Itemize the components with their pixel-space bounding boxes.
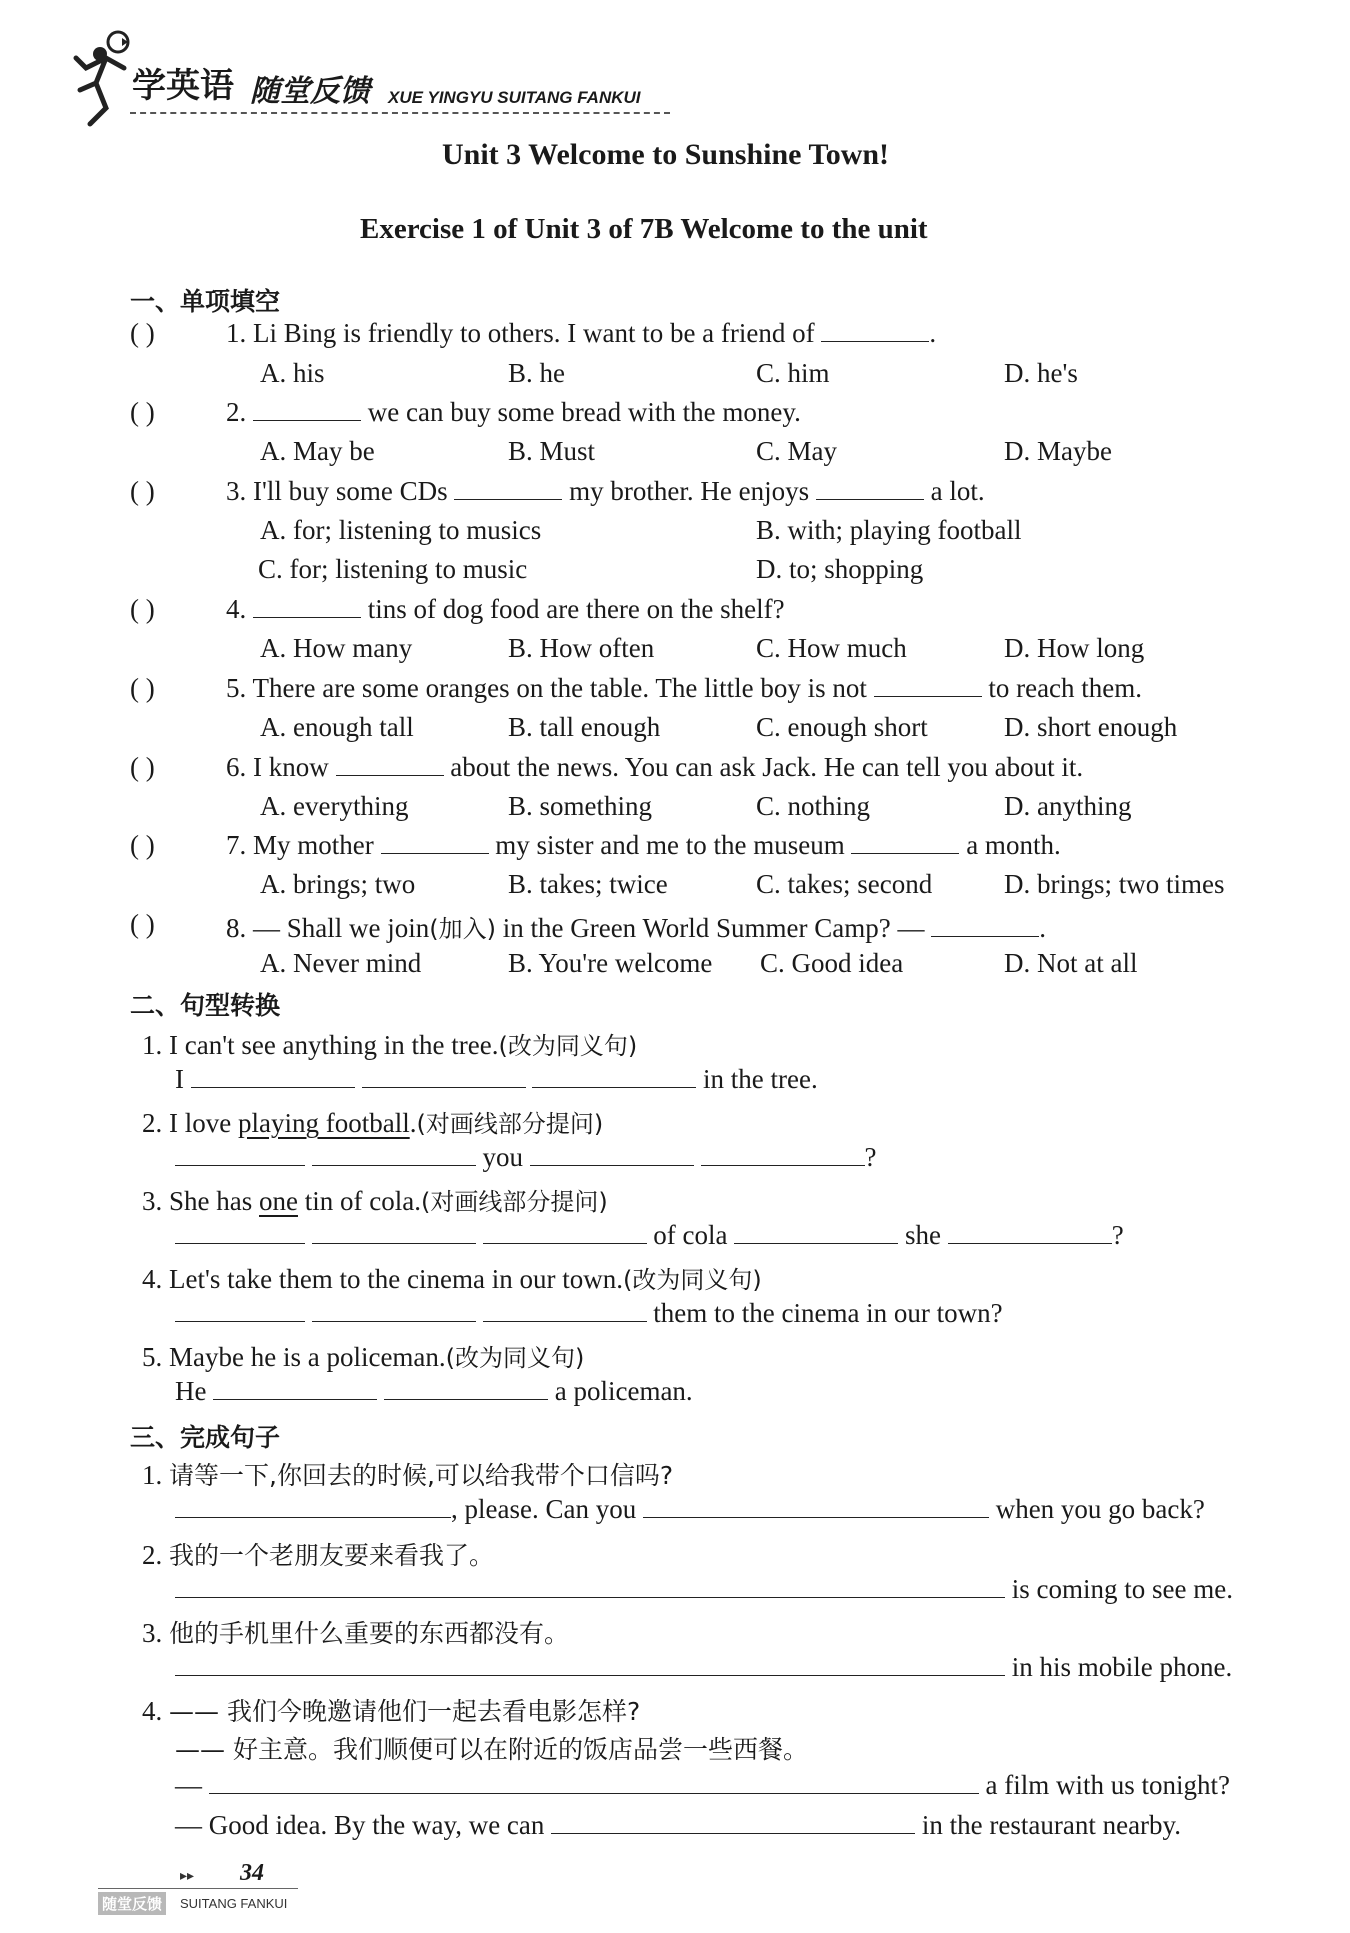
translate-answer-1: , please. Can you when you go back? — [175, 1494, 1205, 1525]
option-b[interactable]: B. with; playing football — [756, 515, 1022, 545]
answer-blank[interactable] — [209, 1771, 979, 1794]
translate-answer-4b: — Good idea. By the way, we can in the restaurant nearby. — [175, 1810, 1182, 1840]
underlined-word: one — [259, 1186, 298, 1216]
option-d[interactable]: D. Maybe — [1004, 436, 1112, 466]
option-b[interactable]: B. You're welcome — [508, 948, 713, 978]
answer-blank[interactable] — [175, 1653, 1005, 1676]
question-number: 7. — [226, 830, 247, 860]
rewrite-question-2: 2. I love playing football.(对画线部分提问) — [142, 1108, 604, 1138]
option-a[interactable]: A. brings; two — [260, 869, 416, 899]
rewrite-question-3: 3. She has one tin of cola.(对画线部分提问) — [142, 1186, 608, 1216]
answer-blank[interactable] — [381, 831, 489, 854]
answer-blank[interactable] — [253, 398, 361, 421]
rewrite-answer-3: of cola she ? — [175, 1220, 1124, 1251]
option-c[interactable]: C. How much — [756, 633, 907, 663]
translate-question-1: 1. 请等一下,你回去的时候,可以给我带个口信吗? — [142, 1460, 674, 1490]
question-6: 6. I know about the news. You can ask Jack. He can tell you about it. — [226, 752, 1084, 782]
rewrite-answer-5: He a policeman. — [175, 1376, 693, 1406]
footer-divider — [98, 1888, 298, 1889]
section2-title: 二、句型转换 — [130, 991, 281, 1020]
question-number: 4. — [226, 594, 247, 624]
answer-blank[interactable] — [175, 1299, 305, 1322]
option-a[interactable]: A. enough tall — [260, 712, 414, 742]
option-b[interactable]: B. takes; twice — [508, 869, 668, 899]
rewrite-question-4: 4. Let's take them to the cinema in our town.(改为同义句) — [142, 1264, 762, 1294]
footer-badge: 随堂反馈 — [98, 1892, 166, 1915]
answer-paren: ( ) — [130, 318, 155, 348]
footer-pinyin: SUITANG FANKUI — [180, 1896, 288, 1911]
rewrite-question-5: 5. Maybe he is a policeman.(改为同义句) — [142, 1342, 585, 1372]
answer-blank[interactable] — [948, 1221, 1112, 1244]
answer-blank[interactable] — [213, 1377, 377, 1400]
question-number: 1. — [226, 318, 247, 348]
logo-title-2: 随堂反馈 — [250, 74, 370, 109]
answer-blank[interactable] — [851, 831, 959, 854]
answer-paren: ( ) — [130, 594, 155, 624]
option-a[interactable]: A. Never mind — [260, 948, 422, 978]
answer-blank[interactable] — [312, 1221, 476, 1244]
answer-blank[interactable] — [816, 477, 924, 500]
option-b[interactable]: B. something — [508, 791, 653, 821]
answer-paren: ( ) — [130, 476, 155, 506]
question-stem: There are some oranges on the table. The little boy is not — [252, 673, 867, 703]
unit-title: Unit 3 Welcome to Sunshine Town! — [442, 138, 890, 171]
answer-blank[interactable] — [734, 1221, 898, 1244]
answer-blank[interactable] — [175, 1143, 305, 1166]
answer-blank[interactable] — [384, 1377, 548, 1400]
option-b[interactable]: B. he — [508, 358, 565, 388]
answer-blank[interactable] — [701, 1143, 865, 1166]
question-stem: I know — [253, 752, 329, 782]
logo-pinyin: XUE YINGYU SUITANG FANKUI — [388, 88, 641, 107]
answer-blank[interactable] — [874, 674, 982, 697]
option-a[interactable]: A. everything — [260, 791, 409, 821]
answer-paren: ( ) — [130, 397, 155, 427]
option-b[interactable]: B. tall enough — [508, 712, 661, 742]
question-number: 5. — [226, 673, 247, 703]
translate-question-4: 4. —— 我们今晚邀请他们一起去看电影怎样? — [142, 1696, 641, 1726]
answer-blank[interactable] — [551, 1811, 915, 1834]
underlined-phrase: playing football — [237, 1108, 410, 1138]
question-1: 1. Li Bing is friendly to others. I want to be a friend of . — [226, 318, 937, 348]
option-a[interactable]: A. his — [260, 358, 325, 388]
option-c[interactable]: C. takes; second — [756, 869, 933, 899]
question-2 — [226, 397, 801, 428]
option-c[interactable]: C. May — [756, 436, 837, 466]
question-stem: — Shall we join — [253, 913, 430, 943]
question-7: 7. My mother my sister and me to the museum a month. — [226, 830, 1061, 860]
option-c[interactable]: C. enough short — [756, 712, 928, 742]
option-b[interactable]: B. Must — [508, 436, 596, 466]
question-stem: tins of dog food are there on the shelf? — [367, 594, 785, 624]
question-number: 8. — [226, 913, 247, 943]
answer-blank[interactable] — [336, 753, 444, 776]
option-a[interactable]: A. May be — [260, 436, 375, 466]
question-stem: I'll buy some CDs — [253, 476, 448, 506]
answer-blank[interactable] — [253, 595, 361, 618]
question-number: 2. — [226, 397, 247, 427]
answer-blank[interactable] — [191, 1065, 355, 1088]
page-number: 34 — [240, 1860, 264, 1886]
option-a[interactable]: A. How many — [260, 633, 413, 663]
option-c[interactable]: C. for; listening to music — [258, 554, 528, 584]
question-number: 3. — [226, 476, 247, 506]
answer-paren: ( ) — [130, 673, 155, 703]
answer-paren: ( ) — [130, 909, 155, 939]
answer-blank[interactable] — [175, 1495, 451, 1518]
answer-blank[interactable] — [532, 1065, 696, 1088]
question-stem: Li Bing is friendly to others. I want to be a friend of — [253, 318, 815, 348]
answer-blank[interactable] — [312, 1143, 476, 1166]
option-c[interactable]: C. him — [756, 358, 830, 388]
option-d[interactable]: D. Not at all — [1004, 948, 1138, 978]
answer-blank[interactable] — [362, 1065, 526, 1088]
rewrite-answer-2: you ? — [175, 1142, 876, 1173]
translate-question-2: 2. 我的一个老朋友要来看我了。 — [142, 1540, 495, 1570]
translate-question-3: 3. 他的手机里什么重要的东西都没有。 — [142, 1618, 570, 1648]
answer-blank[interactable] — [530, 1143, 694, 1166]
option-d[interactable]: D. anything — [1004, 791, 1132, 821]
option-d[interactable]: D. brings; two times — [1004, 869, 1225, 899]
answer-paren: ( ) — [130, 830, 155, 860]
option-a[interactable]: A. for; listening to musics — [260, 515, 542, 545]
translate-question-4-reply: —— 好主意。我们顺便可以在附近的饭店品尝一些西餐。 — [175, 1735, 808, 1764]
question-stem: we can buy some bread with the money. — [367, 397, 801, 427]
translate-answer-4a: — a film with us tonight? — [175, 1770, 1230, 1800]
rewrite-question-1: 1. I can't see anything in the tree.(改为同义句) — [142, 1030, 638, 1060]
option-d[interactable]: D. he's — [1004, 358, 1078, 388]
exercise-title: Exercise 1 of Unit 3 of 7B Welcome to the unit — [360, 213, 928, 245]
rewrite-answer-1: I in the tree. — [175, 1064, 818, 1094]
question-number: 6. — [226, 752, 247, 782]
question-8: 8. — Shall we join(加入) in the Green World Summer Camp? — . — [226, 913, 1046, 943]
answer-blank[interactable] — [483, 1299, 647, 1322]
option-c[interactable]: C. nothing — [756, 791, 871, 821]
arrow-icon: ▸▸ — [180, 1869, 195, 1884]
logo-title-1: 学英语 — [132, 66, 234, 106]
question-3: 3. I'll buy some CDs my brother. He enjoys a lot. — [226, 476, 985, 506]
answer-blank[interactable] — [821, 319, 929, 342]
answer-blank[interactable] — [312, 1299, 476, 1322]
rewrite-answer-4: them to the cinema in our town? — [175, 1298, 1003, 1329]
option-d[interactable]: D. to; shopping — [756, 554, 924, 584]
question-5: 5. There are some oranges on the table. The little boy is not to reach them. — [226, 673, 1143, 703]
translate-answer-2: is coming to see me. — [175, 1574, 1233, 1605]
option-c[interactable]: C. Good idea — [760, 948, 904, 978]
option-b[interactable]: B. How often — [508, 633, 655, 663]
question-4 — [226, 594, 785, 625]
question-stem: My mother — [253, 830, 374, 860]
option-d[interactable]: D. short enough — [1004, 712, 1178, 742]
section1-title: 一、单项填空 — [130, 287, 281, 316]
answer-blank[interactable] — [483, 1221, 647, 1244]
answer-paren: ( ) — [130, 752, 155, 782]
section3-title: 三、完成句子 — [130, 1423, 281, 1452]
option-d[interactable]: D. How long — [1004, 633, 1145, 663]
translate-answer-3: in his mobile phone. — [175, 1652, 1232, 1683]
header-divider — [130, 112, 670, 114]
answer-blank[interactable] — [643, 1495, 989, 1518]
answer-blank[interactable] — [175, 1221, 305, 1244]
answer-blank[interactable] — [931, 914, 1039, 937]
answer-blank[interactable] — [454, 477, 562, 500]
answer-blank[interactable] — [175, 1575, 1005, 1598]
